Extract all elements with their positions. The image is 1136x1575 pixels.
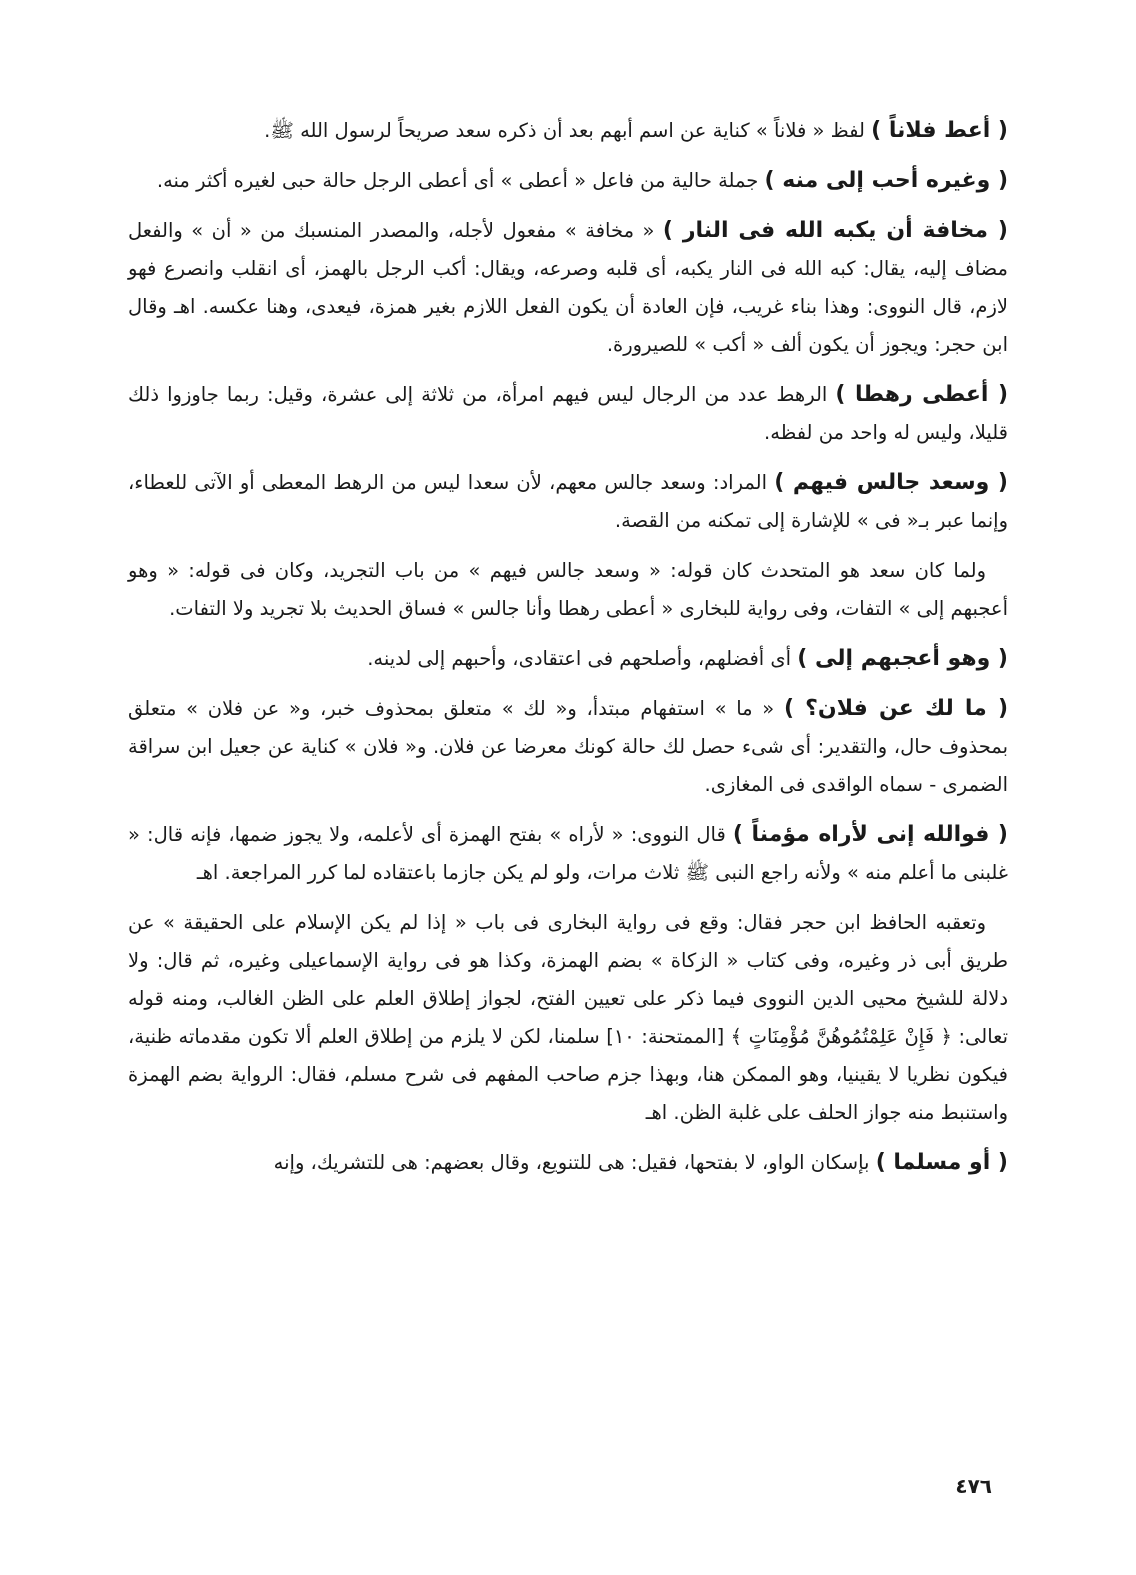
lemma-1: ( أعط فلاناً ) [871, 118, 1008, 143]
paragraph-9 [128, 816, 1008, 892]
paragraph-2-text: جملة حالية من فاعل « أعطى » أى أعطى الرجل حالة حبى لغيره أكثر منه. [156, 169, 765, 192]
lemma-4: ( أعطى رهطا ) [835, 382, 1008, 407]
page-body [128, 112, 1008, 1194]
lemma-5: ( وسعد جالس فيهم ) [774, 470, 1008, 495]
paragraph-3 [128, 212, 1008, 364]
lemma-7: ( وهو أعجبهم إلى ) [797, 646, 1008, 671]
paragraph-4-text: الرهط عدد من الرجال ليس فيهم امرأة، من ثلاثة إلى عشرة، وقيل: ربما جاوزوا ذلك قليلا، وليس له واحد من لفظه. [128, 383, 1008, 444]
paragraph-9-text: قال النووى: « لأراه » بفتح الهمزة أى لأعلمه، ولا يجوز ضمها، فإنه قال: « غلبنى ما أعلم منه » ولأنه راجع النبى ﷺ ثلاث مرات، ولو لم يكن جازما باعتقاده لما كرر المراجعة. اهـ [128, 823, 1008, 884]
lemma-3: ( مخافة أن يكبه الله فى النار ) [662, 218, 1008, 243]
paragraph-8 [128, 690, 1008, 804]
paragraph-4 [128, 376, 1008, 452]
paragraph-5-text: المراد: وسعد جالس معهم، لأن سعدا ليس من الرهط المعطى أو الآتى للعطاء، وإنما عبر بـ« فى » للإشارة إلى تمكنه من القصة. [128, 471, 1008, 532]
paragraph-6-text: ولما كان سعد هو المتحدث كان قوله: « وسعد جالس فيهم » من باب التجريد، وكان فى قوله: « وهو أعجبهم إلى » التفات، وفى رواية للبخارى « أعطى رهطا وأنا جالس » فساق الحديث بلا تجريد ولا التفات. [128, 559, 1008, 620]
paragraph-8-text: « ما » استفهام مبتدأ، و« لك » متعلق بمحذوف خبر، و« عن فلان » متعلق بمحذوف حال، والتقدير: أى شىء حصل لك حالة كونك معرضا عن فلان. و« فلان » كناية عن جعيل ابن سراقة الضمرى - سماه الواقدى فى المغازى. [128, 697, 1008, 796]
paragraph-10-text: وتعقبه الحافظ ابن حجر فقال: وقع فى رواية البخارى فى باب « إذا لم يكن الإسلام على الحقيقة » عن طريق أبى ذر وغيره، وفى كتاب « الزكاة » بضم الهمزة، وكذا هو فى رواية الإسماعيلى وغيره، ثم قال: ولا دلالة للشيخ محيى الدين النووى فيما ذكر على تعيين الفتح، لجواز إطلاق العلم على الظن الغالب، ومنه قوله تعالى: ﴿ فَإِنْ عَلِمْتُمُوهُنَّ مُؤْمِنَاتٍ ﴾ [الممتحنة: ١٠] سلمنا، لكن لا يلزم من إطلاق العلم ألا تكون مقدماته ظنية، فيكون نظريا لا يقينيا، وهو الممكن هنا، وبهذا جزم صاحب المفهم فى شرح مسلم، فقال: الرواية بضم الهمزة واستنبط منه جواز الحلف على غلبة الظن. اهـ [128, 911, 1008, 1124]
paragraph-1 [128, 112, 1008, 150]
paragraph-2 [128, 162, 1008, 200]
paragraph-11 [128, 1144, 1008, 1182]
paragraph-5 [128, 464, 1008, 540]
lemma-8: ( ما لك عن فلان؟ ) [783, 696, 1008, 721]
paragraph-1-text: لفظ « فلاناً » كناية عن اسم أبهم بعد أن ذكره سعد صريحاً لرسول الله ﷺ. [264, 119, 872, 142]
paragraph-10 [128, 904, 1008, 1132]
lemma-11: ( أو مسلما ) [875, 1150, 1008, 1175]
lemma-9: ( فوالله إنى لأراه مؤمناً ) [732, 822, 1008, 847]
paragraph-11-text: بإسكان الواو، لا بفتحها، فقيل: هى للتنويع، وقال بعضهم: هى للتشريك، وإنه [273, 1151, 876, 1174]
paragraph-7-text: أى أفضلهم، وأصلحهم فى اعتقادى، وأحبهم إلى لدينه. [367, 647, 798, 670]
paragraph-7 [128, 640, 1008, 678]
paragraph-3-text: « مخافة » مفعول لأجله، والمصدر المنسبك من « أن » والفعل مضاف إليه، يقال: كبه الله فى النار يكبه، أى قلبه وصرعه، ويقال: أكب الرجل بالهمز، أى انقلب وانصرع فهو لازم، قال النووى: وهذا بناء غريب، فإن العادة أن يكون الفعل اللازم بغير همزة، فيعدى، وهنا عكسه. اهـ وقال ابن حجر: ويجوز أن يكون ألف « أكب » للصيرورة. [128, 219, 1008, 356]
lemma-2: ( وغيره أحب إلى منه ) [764, 168, 1008, 193]
page-number: ٤٧٦ [955, 1474, 992, 1498]
paragraph-6 [128, 552, 1008, 628]
